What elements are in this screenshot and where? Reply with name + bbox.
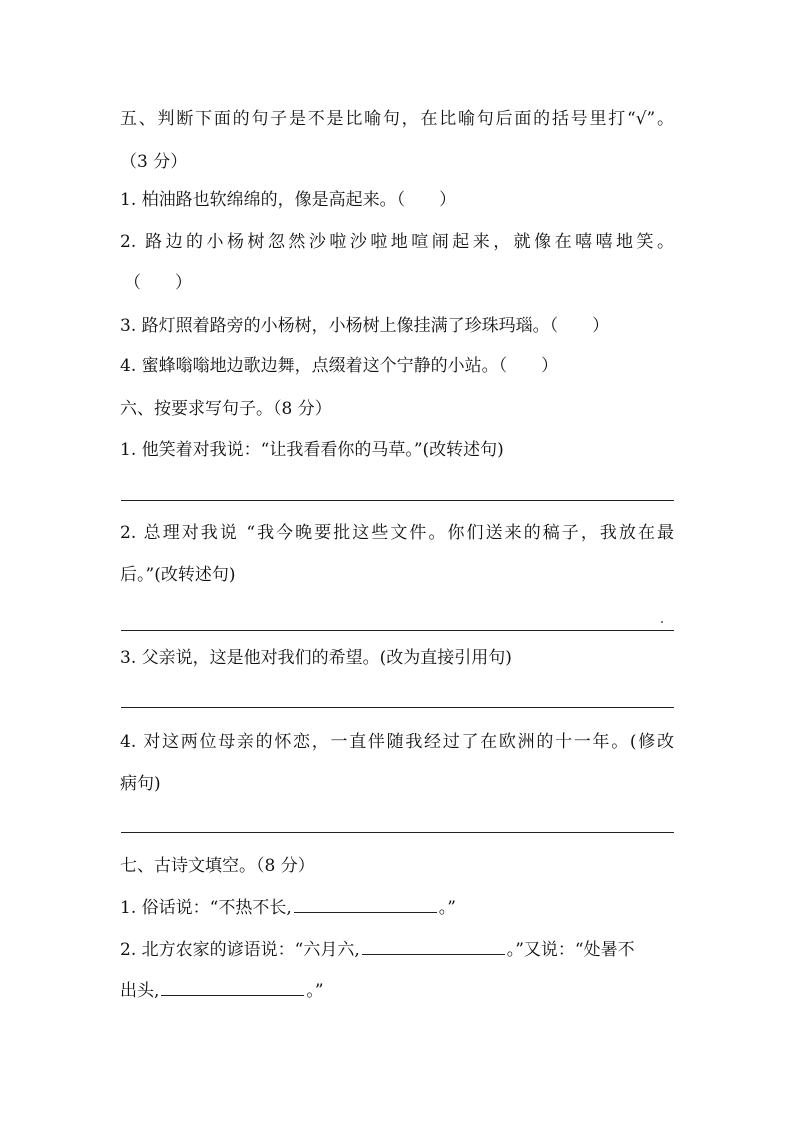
fill-blank-1[interactable] [294, 896, 437, 913]
answer-line-4[interactable] [121, 832, 674, 833]
section7-question-2 [120, 938, 635, 962]
section6-heading: 六、按要求写句子。（8 分） [120, 399, 332, 419]
section7-question-2-cont [120, 979, 324, 1003]
section6-question-4-cont: 病句) [120, 774, 161, 794]
section7-question-1 [120, 896, 456, 920]
section5-question-1: 1. 柏油路也软绵绵的，像是高起来。（ ） [120, 190, 457, 210]
answer-line-2[interactable] [121, 630, 674, 631]
section7-q1-prefix: 1. 俗话说：“不热不长, [120, 898, 292, 918]
section6-question-1: 1. 他笑着对我说：“让我看看你的马草。”(改转述句) [120, 440, 504, 460]
section5-question-3: 3. 路灯照着路旁的小杨树，小杨树上像挂满了珍珠玛瑙。（ ） [120, 316, 610, 336]
section6-question-3: 3. 父亲说，这是他对我们的希望。(改为直接引用句) [120, 648, 512, 668]
section7-q2-prefix: 2. 北方农家的谚语说：“六月六, [120, 940, 360, 960]
section6-question-2: 2. 总理对我说 “我今晚要批这些文件。你们送来的稿子，我放在最 [120, 523, 674, 543]
section5-heading: 五、判断下面的句子是不是比喻句，在比喻句后面的括号里打“√”。 [120, 109, 674, 129]
section5-heading-score: （3 分） [120, 152, 188, 172]
section7-q2-middle: 。”又说：“处暑不 [506, 940, 635, 960]
section7-q1-suffix: 。” [438, 898, 456, 918]
section5-question-2: 2. 路边的小杨树忽然沙啦沙啦地喧闹起来，就像在嘻嘻地笑。 [120, 232, 674, 252]
section7-q2-line2-suffix: 。” [306, 981, 324, 1001]
section7-q2-line2-prefix: 出头, [120, 981, 160, 1001]
fill-blank-2[interactable] [362, 938, 505, 955]
section5-question-4: 4. 蜜蜂嗡嗡地边歌边舞，点缀着这个宁静的小站。（ ） [120, 356, 559, 376]
answer-line-3[interactable] [121, 707, 674, 708]
fill-blank-3[interactable] [161, 979, 304, 996]
stray-dot [661, 621, 663, 623]
answer-line-1[interactable] [121, 500, 674, 501]
section6-question-2-cont: 后。”(改转述句) [120, 565, 236, 585]
section6-question-4: 4. 对这两位母亲的怀恋，一直伴随我经过了在欧洲的十一年。(修改 [120, 732, 674, 752]
section5-question-2-bracket: （ ） [124, 273, 192, 293]
section7-heading: 七、古诗文填空。（8 分） [120, 856, 315, 876]
